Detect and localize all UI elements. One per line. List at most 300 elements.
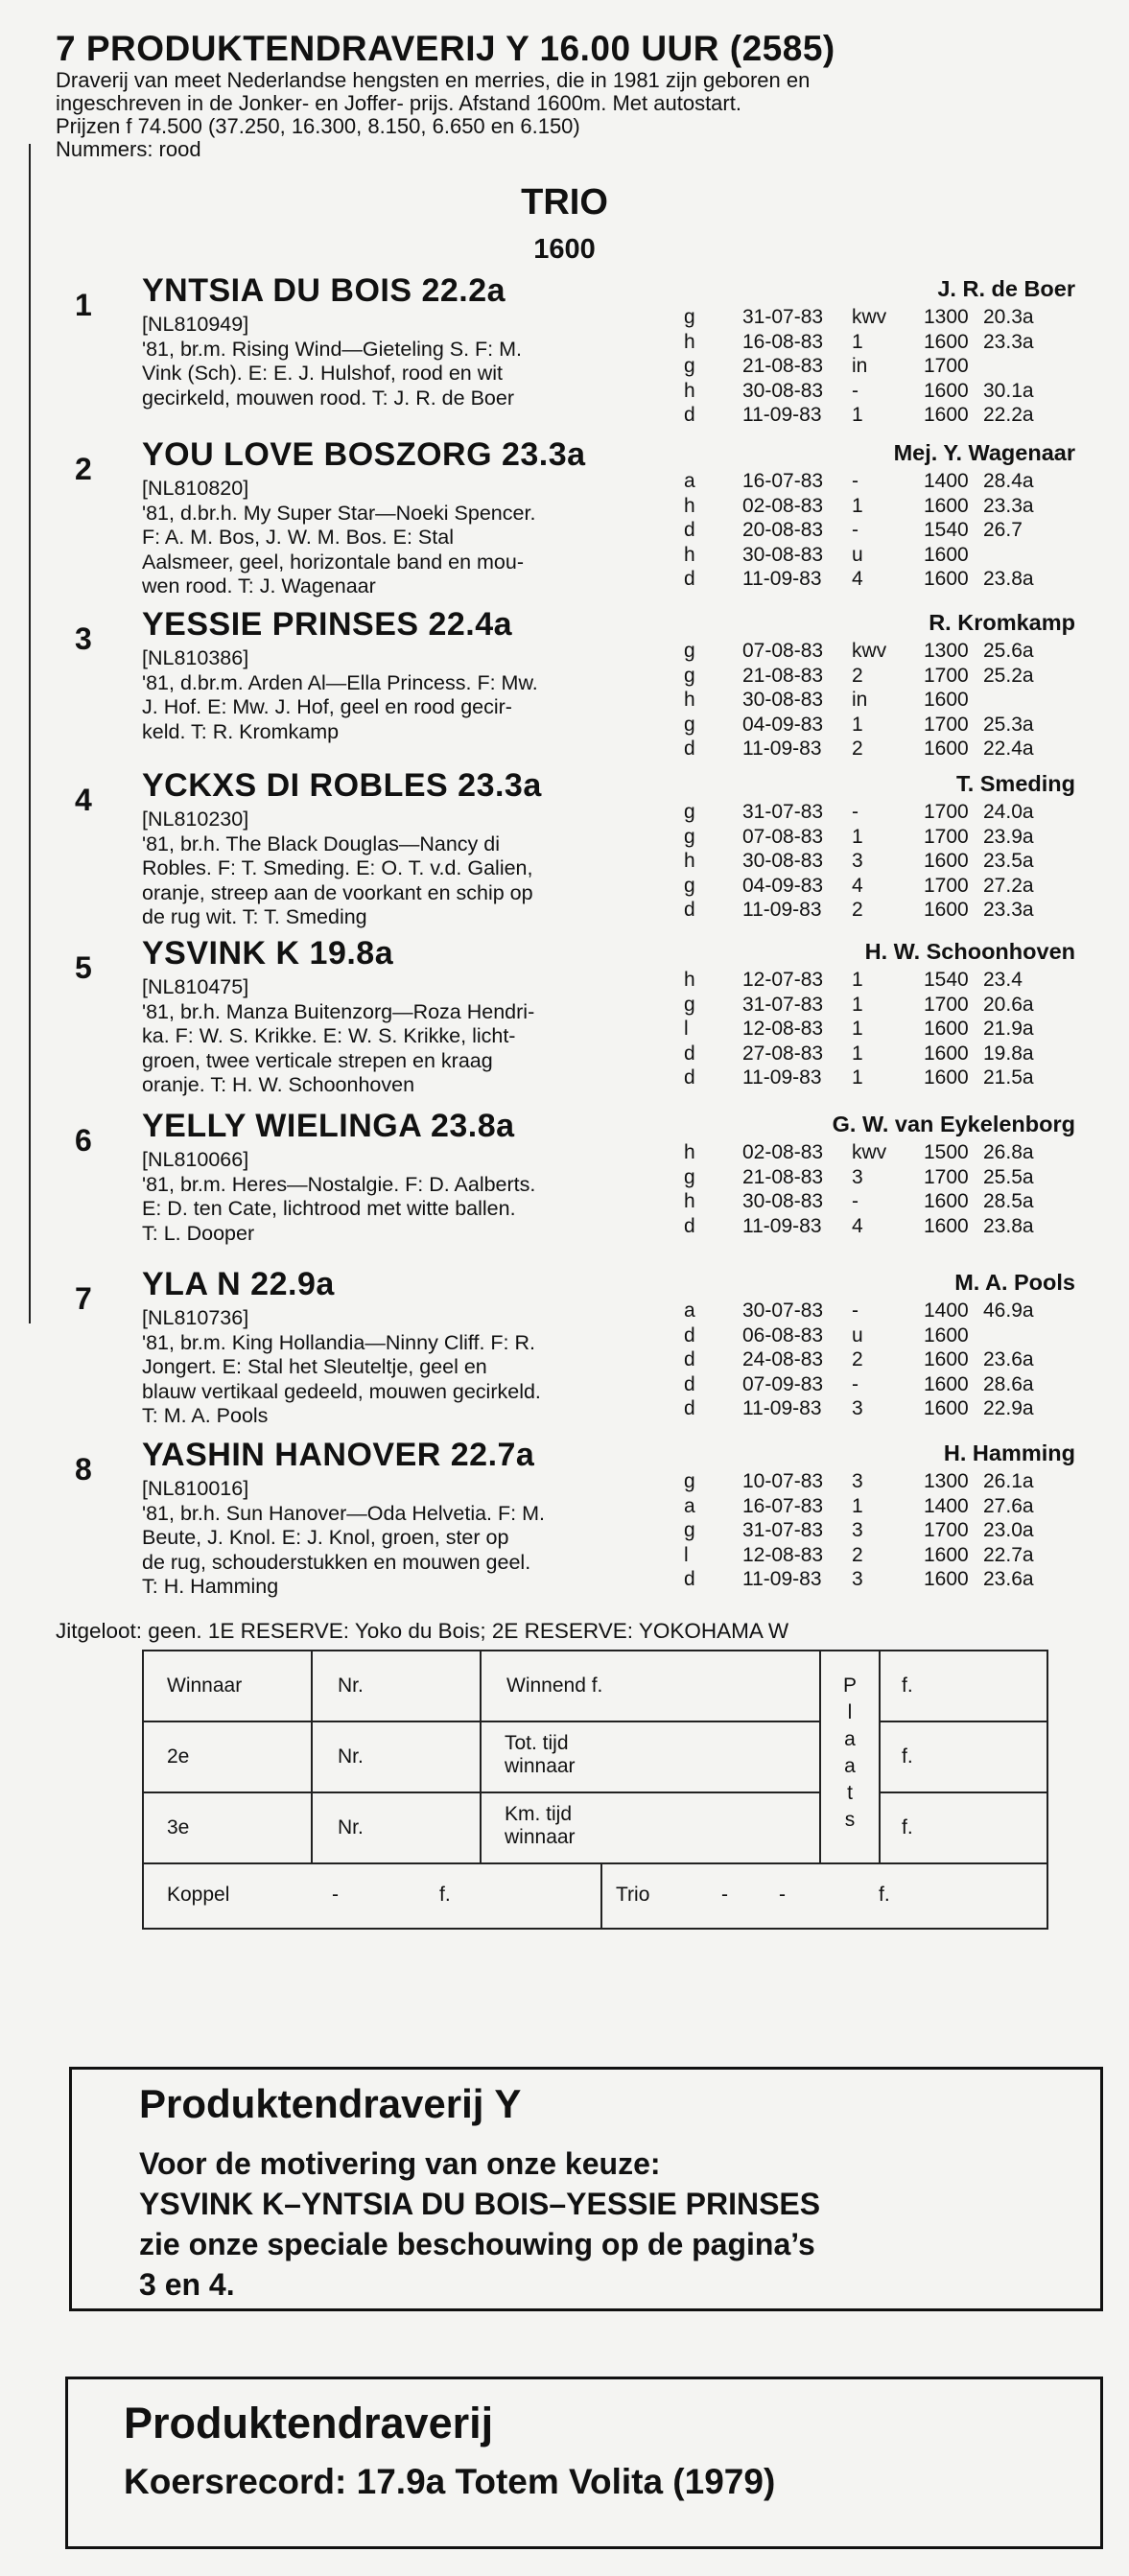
result-cell: [600, 1862, 1048, 1930]
race-title: 7 PRODUKTENDRAVERIJ Y 16.00 UUR (2585): [56, 29, 835, 68]
run-track: l: [684, 1543, 689, 1566]
run-place: -: [852, 1372, 859, 1395]
description-line: ka. F: W. S. Krikke. E: W. S. Krikke, licht-: [142, 1024, 516, 1047]
run-dist: 1600: [924, 738, 969, 760]
description-line: Beute, J. Knol. E: J. Knol, groen, ster op: [142, 1526, 509, 1549]
label-trio: Trio: [616, 1884, 650, 1906]
run-time: 27.2a: [983, 874, 1034, 897]
registration-number: [NL810066]: [142, 1148, 249, 1171]
run-place: -: [852, 801, 859, 823]
run-place: 3: [852, 1519, 863, 1541]
run-place: 2: [852, 1348, 863, 1370]
run-time: 23.8a: [983, 1214, 1034, 1237]
run-place: 1: [852, 404, 863, 426]
label-second: 2e: [167, 1745, 190, 1768]
run-date: 07-09-83: [742, 1372, 824, 1395]
horse-name: YESSIE PRINSES 22.4a: [142, 606, 513, 643]
label-nr: Nr.: [338, 1745, 364, 1768]
run-dist: 1600: [924, 1372, 969, 1395]
run-date: 31-07-83: [742, 801, 824, 823]
race-numbers-color: Nummers: rood: [56, 137, 201, 161]
trainer-name: H. Hamming: [943, 1440, 1075, 1465]
run-time: 23.6a: [983, 1348, 1034, 1370]
run-date: 02-08-83: [742, 1141, 824, 1163]
result-cell: [480, 1721, 821, 1793]
result-cell: [879, 1650, 1048, 1722]
run-place: kwv: [852, 306, 887, 328]
trainer-name: Mej. Y. Wagenaar: [893, 440, 1075, 465]
label-winnaar: Winnaar: [167, 1674, 243, 1697]
description-line: '81, br.m. Heres—Nostalgie. F: D. Aalberts.: [142, 1172, 536, 1196]
entry: [0, 1108, 1129, 1271]
run-place: -: [852, 379, 859, 402]
result-cell: [311, 1721, 482, 1793]
result-cell: [142, 1721, 313, 1793]
race-condition-1: Draverij van meet Nederlandse hengsten en merries, die in 1981 zijn geboren en: [56, 68, 811, 92]
run-place: 1: [852, 494, 863, 517]
run-time: 25.2a: [983, 664, 1034, 687]
label-nr: Nr.: [338, 1816, 364, 1838]
horse-name: YNTSIA DU BOIS 22.2a: [142, 272, 506, 309]
run-dist: 1500: [924, 1141, 969, 1163]
course-record-title: Produktendraverij: [124, 2399, 494, 2447]
run-time: 24.0a: [983, 801, 1034, 823]
horse-name: YCKXS DI ROBLES 23.3a: [142, 767, 542, 804]
selection-line-3: zie onze speciale beschouwing op de pagina’s: [139, 2227, 815, 2261]
description-line: blauw vertikaal gedeeld, mouwen gecirkeld.: [142, 1379, 541, 1403]
entry-number: 7: [75, 1281, 92, 1316]
horse-name: YOU LOVE BOSZORG 23.3a: [142, 436, 586, 473]
registration-number: [NL810230]: [142, 808, 249, 831]
plaats-letter: P: [842, 1674, 857, 1697]
run-dist: 1600: [924, 1397, 969, 1419]
run-date: 31-07-83: [742, 993, 824, 1016]
run-track: d: [684, 1348, 695, 1370]
run-time: 30.1a: [983, 379, 1034, 402]
run-time: 21.5a: [983, 1066, 1034, 1089]
run-track: d: [684, 1214, 695, 1237]
run-time: 23.8a: [983, 568, 1034, 590]
description-line: T: H. Hamming: [142, 1575, 279, 1598]
course-record-box: [65, 2377, 1103, 2549]
run-date: 11-09-83: [742, 1214, 822, 1237]
run-track: g: [684, 306, 695, 328]
run-place: 1: [852, 993, 863, 1016]
plaats-letter: l: [847, 1701, 853, 1723]
run-track: g: [684, 801, 695, 823]
run-track: l: [684, 1018, 689, 1040]
registration-number: [NL810475]: [142, 975, 249, 998]
run-date: 16-08-83: [742, 330, 824, 353]
run-dist: 1600: [924, 689, 969, 711]
run-place: 3: [852, 1568, 863, 1590]
run-place: 1: [852, 969, 863, 991]
description-line: groen, twee verticale strepen en kraag: [142, 1048, 493, 1072]
description-line: '81, d.br.m. Arden Al—Ella Princess. F: Mw.: [142, 670, 538, 694]
horse-name: YSVINK K 19.8a: [142, 935, 394, 972]
run-dist: 1600: [924, 543, 969, 566]
entry: [0, 767, 1129, 930]
run-time: 25.5a: [983, 1165, 1034, 1188]
run-dist: 1600: [924, 850, 969, 872]
run-track: h: [684, 543, 695, 566]
run-place: 4: [852, 568, 863, 590]
horse-description: [142, 975, 665, 1098]
run-track: h: [684, 850, 695, 872]
result-cell: [142, 1862, 602, 1930]
run-track: d: [684, 568, 695, 590]
run-time: 28.4a: [983, 470, 1034, 492]
run-track: d: [684, 1397, 695, 1419]
plaats-label: [821, 1673, 879, 1834]
run-place: 3: [852, 1470, 863, 1492]
run-place: 1: [852, 330, 863, 353]
entry-number: 8: [75, 1452, 92, 1487]
run-time: 22.4a: [983, 738, 1034, 760]
horse-description: [142, 477, 665, 599]
entry: [0, 1437, 1129, 1600]
run-time: 23.0a: [983, 1519, 1034, 1541]
run-track: d: [684, 1568, 695, 1590]
run-place: 4: [852, 1214, 863, 1237]
run-dist: 1600: [924, 899, 969, 921]
run-dist: 1600: [924, 1042, 969, 1065]
dash: -: [779, 1884, 786, 1906]
description-line: Jongert. E: Stal het Sleuteltje, geel en: [142, 1355, 487, 1378]
label-nr: Nr.: [338, 1674, 364, 1697]
run-time: 25.3a: [983, 713, 1034, 736]
entry: [0, 436, 1129, 599]
run-date: 04-09-83: [742, 874, 824, 897]
run-dist: 1600: [924, 494, 969, 517]
run-date: 11-09-83: [742, 404, 822, 426]
run-date: 30-08-83: [742, 379, 824, 402]
label-koppel: Koppel: [167, 1884, 230, 1906]
run-date: 20-08-83: [742, 519, 824, 541]
horse-description: [142, 1477, 665, 1600]
description-line: de rug wit. T: T. Smeding: [142, 905, 367, 928]
label-km-tijd: Km. tijd: [505, 1803, 573, 1825]
run-dist: 1600: [924, 1214, 969, 1237]
description-line: oranje. T: H. W. Schoonhoven: [142, 1073, 415, 1096]
run-track: d: [684, 1042, 695, 1065]
trainer-name: R. Kromkamp: [929, 610, 1075, 635]
description-line: gecirkeld, mouwen rood. T: J. R. de Boer: [142, 386, 514, 410]
run-dist: 1600: [924, 1066, 969, 1089]
horse-name: YELLY WIELINGA 23.8a: [142, 1108, 515, 1144]
run-dist: 1600: [924, 1323, 969, 1347]
selection-title: Produktendraverij Y: [139, 2081, 522, 2126]
run-date: 11-09-83: [742, 1397, 822, 1419]
run-track: g: [684, 1470, 695, 1492]
run-date: 21-08-83: [742, 664, 824, 687]
description-line: T: L. Dooper: [142, 1221, 255, 1245]
run-place: -: [852, 1300, 859, 1322]
label-winnend: Winnend f.: [506, 1674, 603, 1697]
run-date: 21-08-83: [742, 1165, 824, 1188]
run-date: 11-09-83: [742, 899, 822, 921]
run-track: h: [684, 1141, 695, 1163]
description-line: de rug, schouderstukken en mouwen geel.: [142, 1550, 531, 1574]
race-prizes: Prijzen f 74.500 (37.250, 16.300, 8.150, 6.650 en 6.150): [56, 114, 580, 138]
label-f: f.: [879, 1884, 890, 1906]
trainer-name: H. W. Schoonhoven: [864, 939, 1075, 964]
run-time: 21.9a: [983, 1018, 1034, 1040]
reserves-note: Jitgeloot: geen. 1E RESERVE: Yoko du Bois; 2E RESERVE: YOKOHAMA W: [56, 1619, 789, 1643]
result-cell: [311, 1650, 482, 1722]
run-track: h: [684, 330, 695, 353]
bet-type: TRIO: [521, 182, 608, 222]
run-dist: 1600: [924, 568, 969, 590]
run-place: 2: [852, 664, 863, 687]
run-date: 11-09-83: [742, 568, 822, 590]
description-line: J. Hof. E: Mw. J. Hof, geel en rood gecir-: [142, 695, 512, 718]
description-line: keld. T: R. Kromkamp: [142, 719, 340, 743]
run-dist: 1700: [924, 801, 969, 823]
horse-description: [142, 1148, 665, 1246]
run-time: 23.9a: [983, 825, 1034, 848]
run-time: 20.3a: [983, 306, 1034, 328]
run-dist: 1400: [924, 1300, 969, 1322]
run-date: 24-08-83: [742, 1348, 824, 1370]
run-place: 2: [852, 1543, 863, 1566]
run-date: 27-08-83: [742, 1042, 824, 1065]
run-dist: 1540: [924, 969, 969, 991]
selection-box: [69, 2067, 1103, 2311]
run-date: 11-09-83: [742, 1066, 822, 1089]
run-track: h: [684, 1190, 695, 1212]
run-dist: 1600: [924, 1018, 969, 1040]
description-line: oranje, streep aan de voorkant en schip op: [142, 880, 533, 904]
run-time: 23.3a: [983, 330, 1034, 353]
race-condition-2: ingeschreven in de Jonker- en Joffer- prijs. Afstand 1600m. Met autostart.: [56, 91, 741, 115]
run-date: 11-09-83: [742, 738, 822, 760]
run-track: d: [684, 899, 695, 921]
result-cell: [480, 1791, 821, 1864]
run-place: 3: [852, 1397, 863, 1419]
description-line: E: D. ten Cate, lichtrood met witte ballen.: [142, 1197, 516, 1220]
entry-number: 5: [75, 950, 92, 985]
run-track: d: [684, 1372, 695, 1395]
run-track: g: [684, 993, 695, 1016]
run-dist: 1600: [924, 1348, 969, 1370]
plaats-letter: a: [844, 1728, 856, 1750]
run-track: d: [684, 738, 695, 760]
course-record-line: Koersrecord: 17.9a Totem Volita (1979): [124, 2462, 776, 2501]
run-dist: 1600: [924, 1543, 969, 1566]
run-track: h: [684, 969, 695, 991]
entry-number: 2: [75, 452, 92, 486]
horse-name: YASHIN HANOVER 22.7a: [142, 1437, 535, 1473]
description-line: Vink (Sch). E: E. J. Hulshof, rood en wit: [142, 362, 504, 385]
run-place: 3: [852, 1165, 863, 1188]
run-dist: 1700: [924, 713, 969, 736]
entry-number: 3: [75, 621, 92, 656]
run-date: 30-08-83: [742, 689, 824, 711]
run-date: 12-08-83: [742, 1543, 824, 1566]
run-place: kwv: [852, 1141, 887, 1163]
horse-description: [142, 313, 665, 410]
run-place: -: [852, 470, 859, 492]
run-dist: 1700: [924, 993, 969, 1016]
label-f: f.: [902, 1674, 913, 1697]
run-time: 26.7: [983, 519, 1023, 541]
run-place: 1: [852, 1066, 863, 1089]
registration-number: [NL810736]: [142, 1306, 249, 1329]
run-date: 11-09-83: [742, 1568, 822, 1590]
run-time: 26.1a: [983, 1470, 1034, 1492]
run-time: 23.6a: [983, 1568, 1034, 1590]
registration-number: [NL810386]: [142, 646, 249, 669]
run-dist: 1700: [924, 825, 969, 848]
run-date: 31-07-83: [742, 1519, 824, 1541]
run-place: kwv: [852, 640, 887, 662]
selection-line-2: YSVINK K–YNTSIA DU BOIS–YESSIE PRINSES: [139, 2187, 821, 2221]
run-track: g: [684, 874, 695, 897]
entry: [0, 272, 1129, 435]
entry: [0, 935, 1129, 1098]
run-track: g: [684, 825, 695, 848]
run-dist: 1600: [924, 379, 969, 402]
result-cell: [142, 1791, 313, 1864]
run-time: 23.3a: [983, 494, 1034, 517]
label-tot-tijd-winnaar: winnaar: [505, 1755, 576, 1777]
run-place: u: [852, 543, 863, 566]
result-cell: [879, 1721, 1048, 1793]
description-line: '81, br.m. Rising Wind—Gieteling S. F: M.: [142, 337, 523, 361]
description-line: Robles. F: T. Smeding. E: O. T. v.d. Galien,: [142, 856, 533, 879]
run-track: d: [684, 404, 695, 426]
run-time: 22.7a: [983, 1543, 1034, 1566]
race-header: [56, 29, 1101, 161]
result-cell: [311, 1791, 482, 1864]
run-dist: 1300: [924, 306, 969, 328]
run-dist: 1700: [924, 1165, 969, 1188]
run-date: 31-07-83: [742, 306, 824, 328]
run-place: -: [852, 1190, 859, 1212]
dash: -: [332, 1884, 339, 1906]
label-f: f.: [902, 1745, 913, 1768]
run-date: 06-08-83: [742, 1323, 824, 1347]
entry: [0, 606, 1129, 769]
run-place: 1: [852, 1042, 863, 1065]
run-dist: 1600: [924, 404, 969, 426]
run-track: d: [684, 519, 695, 541]
run-dist: 1300: [924, 1470, 969, 1492]
description-line: Aalsmeer, geel, horizontale band en mou-: [142, 550, 524, 574]
description-line: wen rood. T: J. Wagenaar: [142, 574, 376, 597]
label-f: f.: [902, 1816, 913, 1838]
run-place: 4: [852, 874, 863, 897]
description-line: '81, br.h. Sun Hanover—Oda Helvetia. F: M.: [142, 1501, 545, 1525]
run-date: 30-08-83: [742, 850, 824, 872]
run-place: 1: [852, 825, 863, 848]
run-track: g: [684, 355, 695, 377]
plaats-column: [819, 1650, 881, 1864]
run-place: 1: [852, 1018, 863, 1040]
run-track: d: [684, 1066, 695, 1089]
run-place: 1: [852, 1494, 863, 1517]
run-date: 07-08-83: [742, 640, 824, 662]
entry: [0, 1266, 1129, 1429]
run-date: 16-07-83: [742, 470, 824, 492]
run-place: -: [852, 519, 859, 541]
run-track: g: [684, 713, 695, 736]
run-track: g: [684, 640, 695, 662]
run-dist: 1400: [924, 1494, 969, 1517]
selection-line-4: 3 en 4.: [139, 2267, 235, 2302]
description-line: '81, d.br.h. My Super Star—Noeki Spencer.: [142, 501, 536, 525]
registration-number: [NL810949]: [142, 313, 249, 336]
run-time: 27.6a: [983, 1494, 1034, 1517]
run-track: h: [684, 689, 695, 711]
run-date: 02-08-83: [742, 494, 824, 517]
run-time: 23.3a: [983, 899, 1034, 921]
trainer-name: G. W. van Eykelenborg: [832, 1112, 1075, 1136]
run-time: 25.6a: [983, 640, 1034, 662]
plaats-letter: t: [847, 1782, 853, 1804]
run-time: 26.8a: [983, 1141, 1034, 1163]
selection-line-1: Voor de motivering van onze keuze:: [139, 2146, 661, 2181]
trainer-name: M. A. Pools: [954, 1270, 1075, 1295]
entry-number: 1: [75, 288, 92, 322]
horse-description: [142, 646, 665, 744]
run-place: in: [852, 355, 868, 377]
entry-number: 6: [75, 1123, 92, 1158]
run-dist: 1700: [924, 664, 969, 687]
plaats-letter: s: [844, 1809, 856, 1831]
run-date: 10-07-83: [742, 1470, 824, 1492]
run-date: 12-08-83: [742, 1018, 824, 1040]
horse-description: [142, 1306, 665, 1429]
run-track: d: [684, 1323, 695, 1347]
run-track: g: [684, 1165, 695, 1188]
run-place: u: [852, 1323, 863, 1347]
race-distance: 1600: [533, 234, 596, 265]
result-cell: [142, 1650, 313, 1722]
label-third: 3e: [167, 1816, 190, 1838]
run-date: 21-08-83: [742, 355, 824, 377]
run-time: 28.6a: [983, 1372, 1034, 1395]
run-date: 16-07-83: [742, 1494, 824, 1517]
trainer-name: T. Smeding: [955, 771, 1075, 796]
trainer-name: J. R. de Boer: [937, 276, 1075, 301]
run-date: 30-07-83: [742, 1300, 824, 1322]
description-line: F: A. M. Bos, J. W. M. Bos. E: Stal: [142, 526, 454, 549]
run-track: a: [684, 1494, 695, 1517]
label-f: f.: [439, 1884, 451, 1906]
run-dist: 1700: [924, 355, 969, 377]
run-date: 30-08-83: [742, 1190, 824, 1212]
run-time: 28.5a: [983, 1190, 1034, 1212]
dash: -: [721, 1884, 728, 1906]
run-date: 07-08-83: [742, 825, 824, 848]
run-place: in: [852, 689, 868, 711]
run-dist: 1540: [924, 519, 969, 541]
run-time: 22.2a: [983, 404, 1034, 426]
horse-description: [142, 808, 665, 930]
run-dist: 1600: [924, 1190, 969, 1212]
run-time: 46.9a: [983, 1300, 1034, 1322]
run-place: 1: [852, 713, 863, 736]
run-dist: 1400: [924, 470, 969, 492]
description-line: '81, br.h. The Black Douglas—Nancy di: [142, 831, 500, 855]
registration-number: [NL810016]: [142, 1477, 249, 1500]
run-track: a: [684, 470, 695, 492]
run-time: 23.5a: [983, 850, 1034, 872]
run-track: g: [684, 664, 695, 687]
run-date: 30-08-83: [742, 543, 824, 566]
